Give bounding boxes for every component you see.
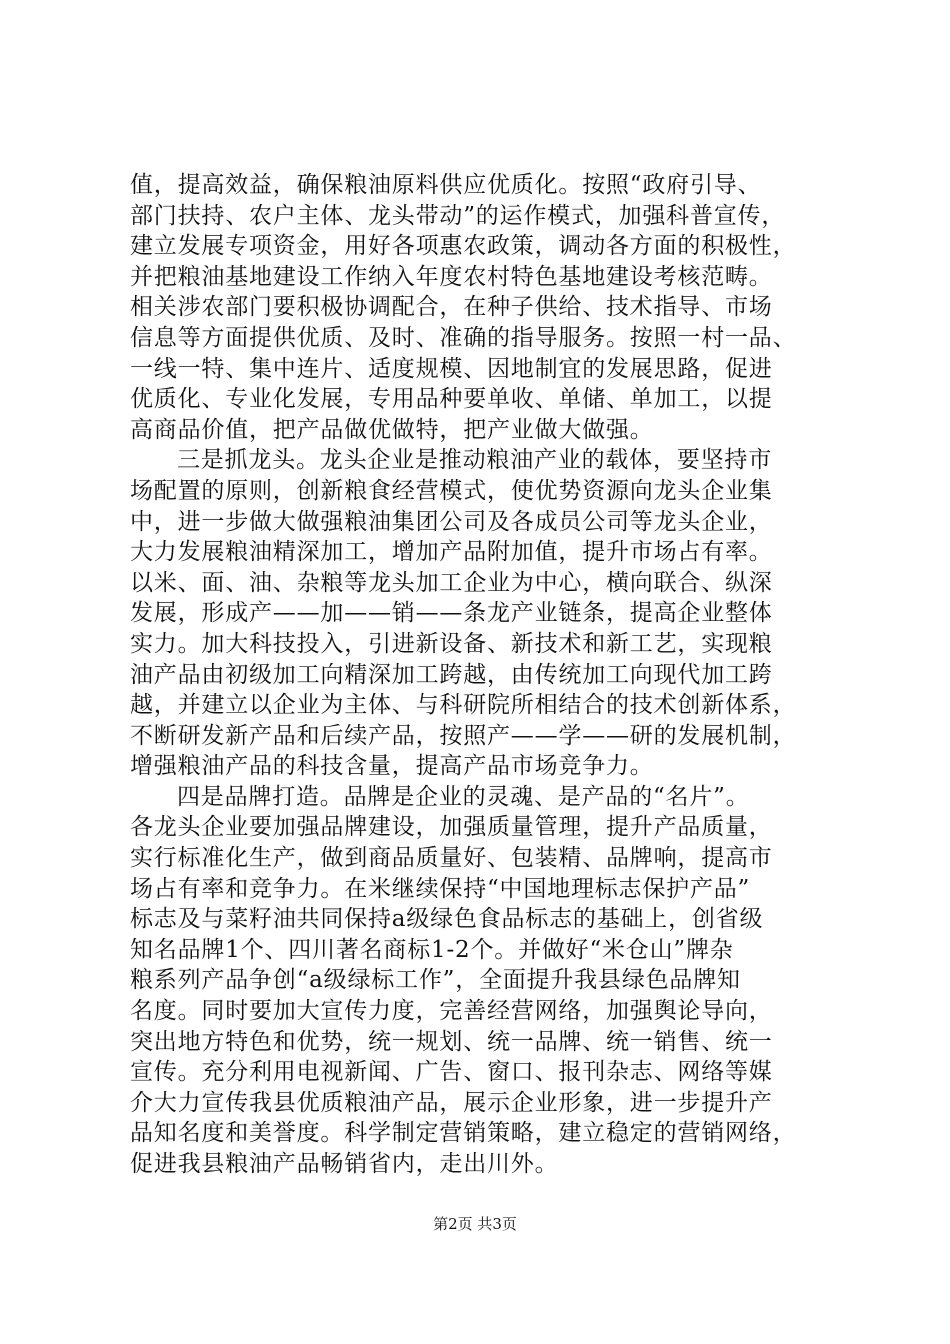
text-line: 一线一特、集中连片、适度规模、因地制宜的发展思路，促进 <box>130 355 773 382</box>
text-line: 品知名度和美誉度。科学制定营销策略，建立稳定的营销网络， <box>130 1120 797 1147</box>
text-line: 部门扶持、农户主体、龙头带动”的运作模式，加强科普宣传， <box>130 202 786 229</box>
paragraph-start-line: 三是抓龙头。龙头企业是推动粮油产业的载体，要坚持市 <box>177 447 772 474</box>
text-line: 场占有率和竞争力。在米继续保持“中国地理标志保护产品” <box>130 875 751 902</box>
text-line: 各龙头企业要加强品牌建设，加强质量管理，提升产品质量， <box>130 814 773 841</box>
text-line: 标志及与菜籽油共同保持a级绿色食品标志的基础上，创省级 <box>130 906 764 933</box>
text-line: 优质化、专业化发展，专用品种要单收、单储、单加工，以提 <box>130 386 773 413</box>
text-line: 增强粮油产品的科技含量，提高产品市场竞争力。 <box>130 753 654 780</box>
text-line: 高商品价值，把产品做优做特，把产业做大做强。 <box>130 416 654 443</box>
text-line: 场配置的原则，创新粮食经营模式，使优势资源向龙头企业集 <box>130 477 773 504</box>
text-line: 粮系列产品争创“a级绿标工作”，全面提升我县绿色品牌知 <box>130 967 741 994</box>
text-line: 发展，形成产——加——销——条龙产业链条，提高企业整体 <box>130 600 773 627</box>
document-body <box>130 170 830 1180</box>
page-number-footer: 第2页 共3页 <box>433 1215 517 1233</box>
text-line: 实力。加大科技投入，引进新设备、新技术和新工艺，实现粮 <box>130 630 773 657</box>
text-line: 介大力宣传我县优质粮油产品，展示企业形象，进一步提升产 <box>130 1089 773 1116</box>
text-line: 实行标准化生产，做到商品质量好、包装精、品牌响，提高市 <box>130 845 773 872</box>
text-line: 不断研发新产品和后续产品，按照产——学——研的发展机制， <box>130 722 797 749</box>
paragraph-start-line: 四是品牌打造。品牌是企业的灵魂、是产品的“名片”。 <box>177 783 750 810</box>
text-line: 知名品牌1个、四川著名商标1-2个。并做好“米仓山”牌杂 <box>130 936 734 963</box>
text-line: 建立发展专项资金，用好各项惠农政策，调动各方面的积极性， <box>130 233 797 260</box>
text-line: 大力发展粮油精深加工，增加产品附加值，提升市场占有率。 <box>130 539 773 566</box>
text-line: 信息等方面提供优质、及时、准确的指导服务。按照一村一品、 <box>130 324 797 351</box>
text-line: 以米、面、油、杂粮等龙头加工企业为中心，横向联合、纵深 <box>130 569 773 596</box>
text-line: 促进我县粮油产品畅销省内，走出川外。 <box>130 1151 559 1177</box>
text-line: 中，进一步做大做强粮油集团公司及各成员公司等龙头企业， <box>130 508 773 535</box>
text-line: 并把粮油基地建设工作纳入年度农村特色基地建设考核范畴。 <box>130 263 773 290</box>
text-line: 名度。同时要加大宣传力度，完善经营网络，加强舆论导向， <box>130 998 773 1025</box>
text-line: 突出地方特色和优势，统一规划、统一品牌、统一销售、统一 <box>130 1028 773 1055</box>
text-line: 相关涉农部门要积极协调配合，在种子供给、技术指导、市场 <box>130 294 773 321</box>
text-line: 值，提高效益，确保粮油原料供应优质化。按照“政府引导、 <box>130 172 762 198</box>
text-line: 油产品由初级加工向精深加工跨越，由传统加工向现代加工跨 <box>130 661 773 688</box>
text-line: 越，并建立以企业为主体、与科研院所相结合的技术创新体系， <box>130 692 797 719</box>
text-line: 宣传。充分利用电视新闻、广告、窗口、报刊杂志、网络等媒 <box>130 1059 773 1086</box>
